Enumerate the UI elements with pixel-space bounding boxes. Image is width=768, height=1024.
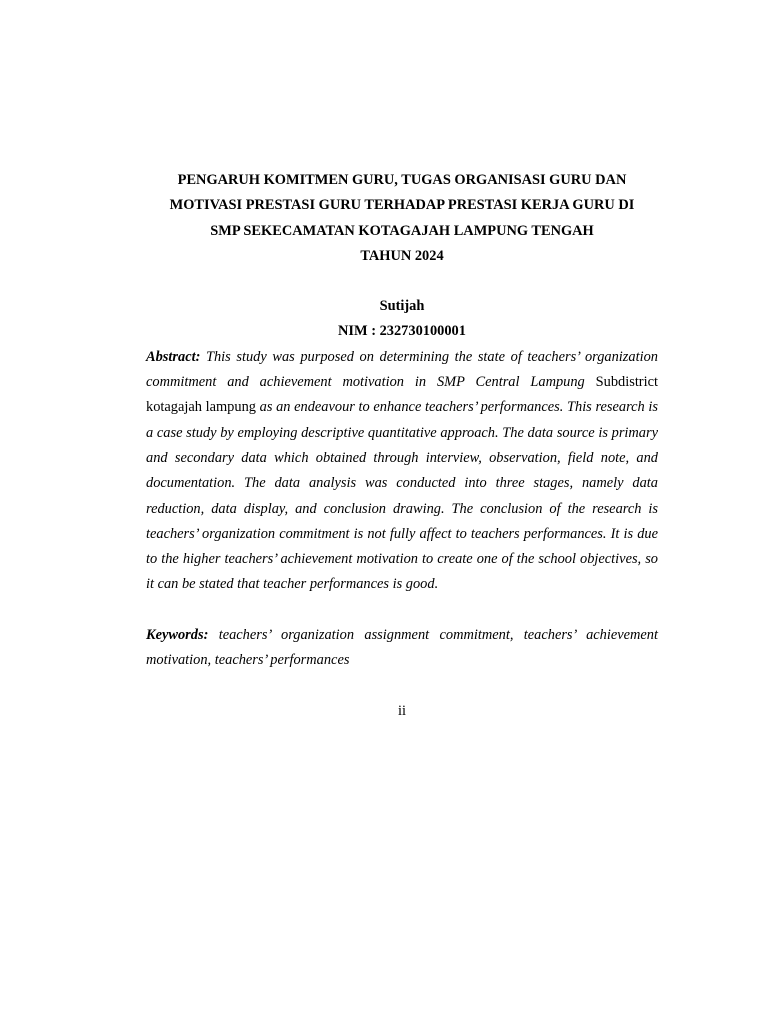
title-line-1: PENGARUH KOMITMEN GURU, TUGAS ORGANISASI GURU DAN	[177, 172, 627, 188]
abstract-text-1: This study was purposed on determining the state of teachers’ organization commitment and achievement motivation in SMP Central Lampung	[146, 348, 658, 391]
abstract-paragraph	[146, 345, 658, 598]
abstract-text-3: as an endeavour to enhance teachers’ performances. This research is a case study by employing descriptive quantitative approach. The data source is primary and secondary data which obtained through interview, observation, field note, and documentation. The data analysis was conducted into three stages, namely data reduction, data display, and conclusion drawing. The conclusion of the research is teachers’ organization commitment is not fully affect to teachers performances. It is due to the higher teachers’ achievement motivation to create one of the school objectives, so it can be stated that teacher performances is good.	[146, 399, 658, 593]
document-page	[146, 168, 658, 724]
page-number: ii	[398, 702, 406, 719]
title-line-3: SMP SEKECAMATAN KOTAGAJAH LAMPUNG TENGAH	[210, 222, 594, 239]
author-block	[146, 294, 658, 345]
keywords-text: teachers’ organization assignment commitment, teachers’ achievement motivation, teachers’ performances	[146, 627, 658, 669]
student-id: NIM : 232730100001	[338, 323, 466, 340]
author-name: Sutijah	[379, 298, 425, 315]
title-line-2: MOTIVASI PRESTASI GURU TERHADAP PRESTASI KERJA GURU DI	[169, 197, 635, 214]
title-line-4: TAHUN 2024	[360, 247, 444, 264]
abstract-label: Abstract:	[146, 348, 201, 365]
keywords-paragraph	[146, 623, 658, 674]
abstract-text-2: Subdistrict kotagajah lampung	[146, 374, 658, 416]
thesis-title	[146, 168, 658, 269]
keywords-label: Keywords:	[146, 627, 209, 644]
